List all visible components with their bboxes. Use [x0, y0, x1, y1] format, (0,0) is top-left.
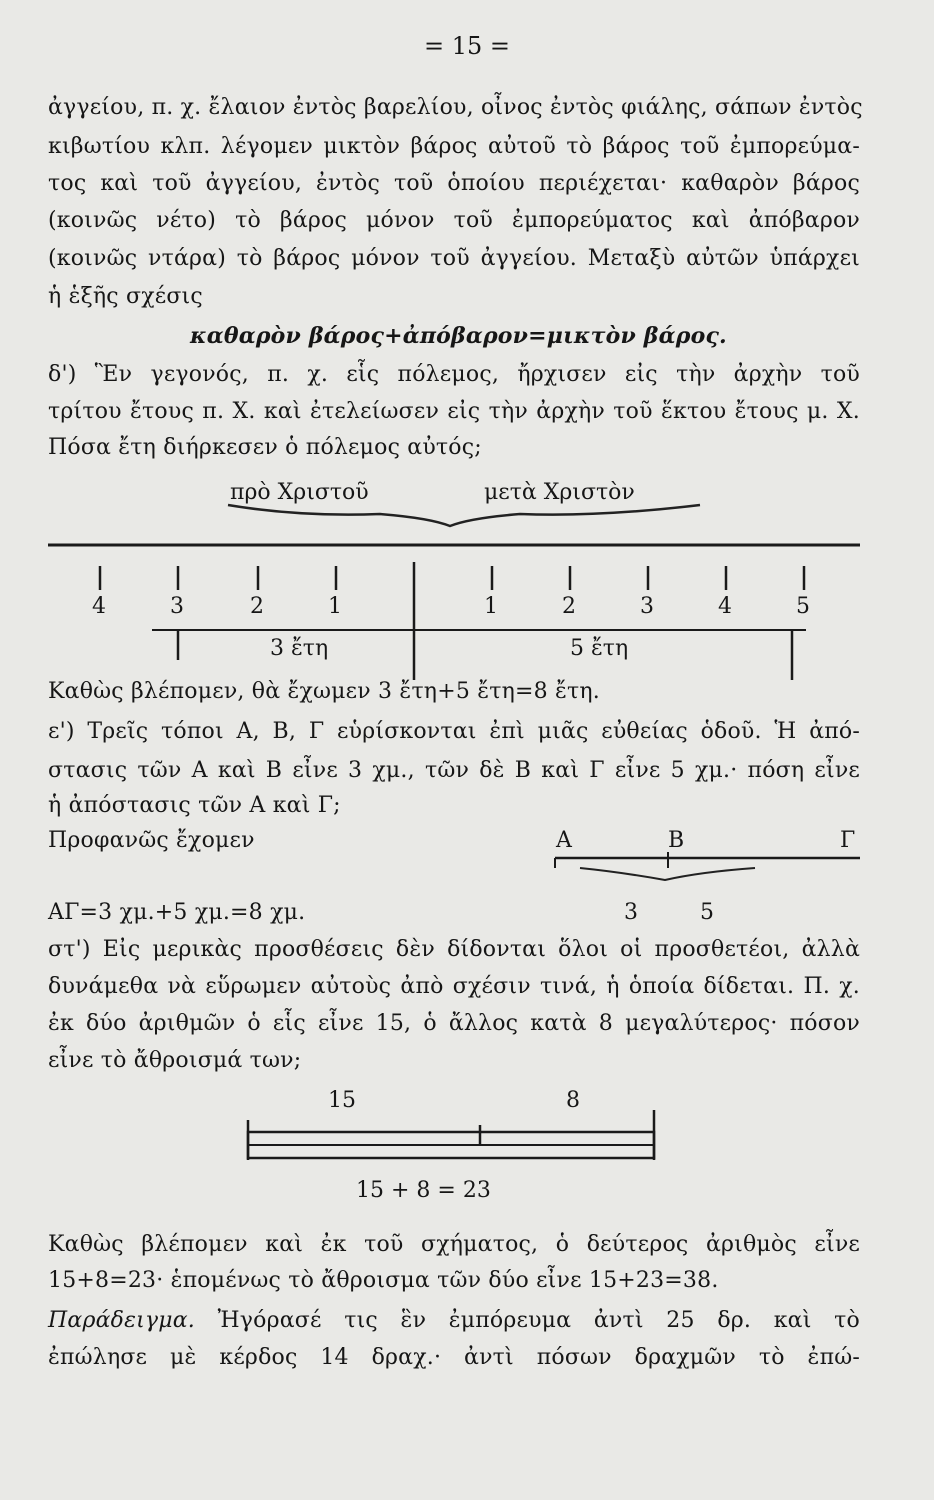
distance-brace [580, 868, 755, 880]
point-a: Α [556, 828, 572, 853]
label-after-christ: μετὰ Χριστὸν [484, 480, 635, 505]
text-line: ἐπώλησε μὲ κέρδος 14 δραχ.· ἀντὶ πόσων δραχμῶν τὸ ἐπώ- [48, 1345, 860, 1370]
tick-label: 1 [328, 594, 342, 619]
tick-label: 4 [92, 594, 106, 619]
text-line: ἐκ δύο ἀριθμῶν ὁ εἷς εἶνε 15, ὁ ἄλλος κατὰ 8 μεγαλύτερος· πόσον [48, 1011, 860, 1036]
bar-right-label: 8 [566, 1088, 580, 1113]
text-line: 15+8=23· ἑπομένως τὸ ἄθροισμα τῶν δύο εἶνε 15+23=38. [48, 1268, 719, 1293]
distance-bg: 5 [700, 900, 714, 925]
span-bc-label: 3 ἔτη [270, 636, 329, 661]
tick-label: 4 [718, 594, 732, 619]
tick-label: 2 [250, 594, 264, 619]
point-g: Γ [840, 828, 856, 853]
text-line: ἡ ἑξῆς σχέσις [48, 284, 203, 309]
distance-ab: 3 [624, 900, 638, 925]
label-before-christ: πρὸ Χριστοῦ [230, 480, 369, 505]
text-line: τρίτου ἔτους π. Χ. καὶ ἐτελείωσεν εἰς τὴν ἀρχὴν τοῦ ἕκτου ἔτους μ. Χ. [48, 399, 860, 424]
text-line: ε') Τρεῖς τόποι Α, Β, Γ εὑρίσκονται ἐπὶ μιᾶς εὐθείας ὁδοῦ. Ἡ ἀπό- [48, 719, 860, 744]
text-line [48, 1306, 860, 1336]
text-line: κιβωτίου κλπ. λέγομεν μικτὸν βάρος αὐτοῦ τὸ βάρος τοῦ ἐμπορεύμα- [48, 134, 860, 159]
tick-label: 1 [484, 594, 498, 619]
point-b: Β [668, 828, 685, 853]
text-line: Προφανῶς ἔχομεν [48, 828, 255, 853]
text-line: στ') Εἰς μερικὰς προσθέσεις δὲν δίδονται ὅλοι οἱ προσθετέοι, ἀλλὰ [48, 937, 860, 962]
text-line: δυνάμεθα νὰ εὕρωμεν αὐτοὺς ἀπὸ σχέσιν τινά, ἡ ὁποία δίδεται. Π. χ. [48, 974, 860, 999]
bar-left-label: 15 [328, 1088, 356, 1113]
tick-label: 3 [640, 594, 654, 619]
tick-label: 5 [796, 594, 810, 619]
text-line: ἀγγείου, π. χ. ἔλαιον ἐντὸς βαρελίου, οἶνος ἐντὸς φιάλης, σάπων ἐντὸς [48, 95, 863, 120]
text-line: ΑΓ=3 χμ.+5 χμ.=8 χμ. [48, 900, 306, 925]
tick-label: 3 [170, 594, 184, 619]
text-line: τος καὶ τοῦ ἀγγείου, ἐντὸς τοῦ ὁποίου περιέχεται· καθαρὸν βάρος [48, 171, 860, 196]
timeline-brace [228, 505, 700, 526]
example-text: Ἠγόρασέ τις ἓν ἐμπόρευμα ἀντὶ 25 δρ. καὶ τὸ [195, 1308, 860, 1333]
text-line: Καθὼς βλέπομεν καὶ ἐκ τοῦ σχήματος, ὁ δεύτερος ἀριθμὸς εἶνε [48, 1232, 860, 1257]
formula: καθαρὸν βάρος+ἀπόβαρον=μικτὸν βάρος. [190, 323, 727, 349]
text-line: Πόσα ἔτη διήρκεσεν ὁ πόλεμος αὐτός; [48, 435, 482, 460]
text-line: δ') Ἓν γεγονός, π. χ. εἷς πόλεμος, ἤρχισεν εἰς τὴν ἀρχὴν τοῦ [48, 362, 860, 387]
span-ad-label: 5 ἔτη [570, 636, 629, 661]
text-line: (κοινῶς ντάρα) τὸ βάρος μόνον τοῦ ἀγγείου. Μεταξὺ αὐτῶν ὑπάρχει [48, 246, 860, 271]
example-label: Παράδειγμα. [48, 1308, 196, 1333]
text-line: στασις τῶν Α καὶ Β εἶνε 3 χμ., τῶν δὲ Β καὶ Γ εἶνε 5 χμ.· πόση εἶνε [48, 758, 860, 783]
text-line: Καθὼς βλέπομεν, θὰ ἔχωμεν 3 ἔτη+5 ἔτη=8 ἔτη. [48, 679, 600, 704]
page-number: = 15 = [423, 32, 510, 60]
bar-sum-label: 15 + 8 = 23 [356, 1178, 491, 1203]
timeline-ticks [100, 562, 804, 680]
tick-label: 2 [562, 594, 576, 619]
text-line: εἶνε τὸ ἄθροισμά των; [48, 1048, 302, 1073]
text-line: ἡ ἀπόστασις τῶν Α καὶ Γ; [48, 793, 341, 818]
text-line: (κοινῶς νέτο) τὸ βάρος μόνον τοῦ ἐμπορεύματος καὶ ἀπόβαρον [48, 208, 860, 233]
